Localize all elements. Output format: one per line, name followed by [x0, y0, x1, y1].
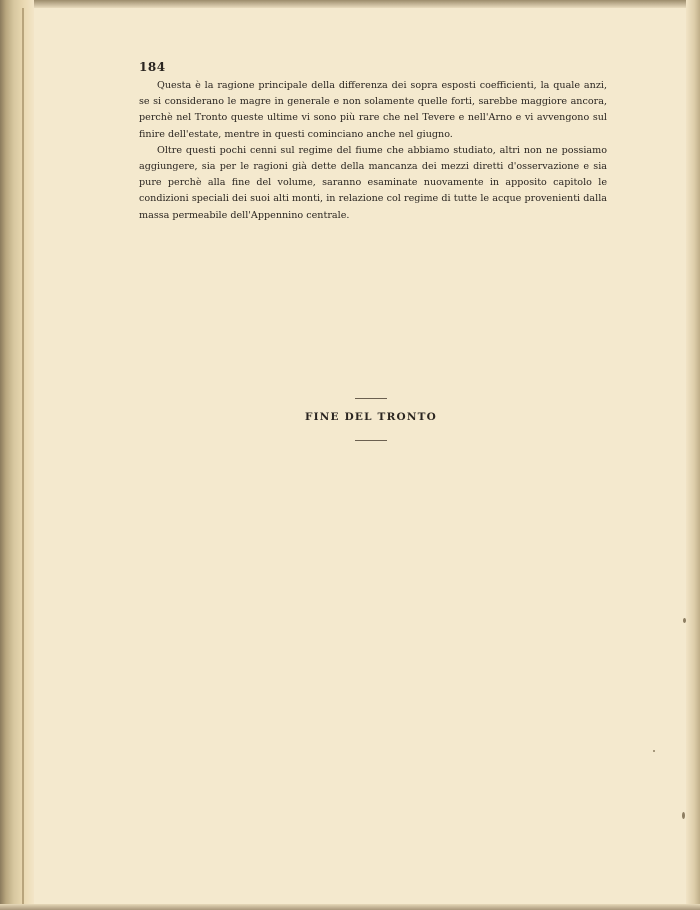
page-number: 184: [139, 60, 166, 74]
bottom-rule: [355, 440, 387, 441]
binding-gutter: [0, 0, 34, 910]
page-top-edge: [0, 0, 700, 8]
paragraph-2: Oltre questi pochi cenni sul regime del fiume che abbiamo studiato, altri non ne possiamo aggiungere, sia per le ragioni già dette della mancanza dei mezzi diretti d'osservazione e sia pure perchè alla fine del volume, saranno esaminate nuovamente in apposito capitolo le condizioni speciali dei suoi alti monti, in relazione col regime di tutte le acque provenienti dalla massa permeabile dell'Appennino centrale.: [139, 144, 607, 221]
binding-line: [22, 8, 24, 904]
page-right-edge: [686, 0, 700, 910]
page-bottom-edge: [0, 904, 700, 910]
end-title: FINE DEL TRONTO: [304, 411, 437, 423]
paper-speck: [682, 812, 685, 819]
paper-speck: [683, 618, 686, 623]
paper-speck: [653, 750, 655, 752]
paragraph-1: Questa è la ragione principale della differenza dei sopra esposti coefficienti, la quale anzi, se si considerano le magre in generale e non solamente quelle forti, sarebbe maggiore ancora, perchè nel Tronto queste ultime vi sono più rare che nel Tevere e nell'Arno e vi avvengono sul finire dell'estate, mentre in questi cominciano anche nel giugno.: [139, 80, 607, 140]
top-rule: [355, 398, 387, 399]
body-text: [139, 78, 607, 224]
